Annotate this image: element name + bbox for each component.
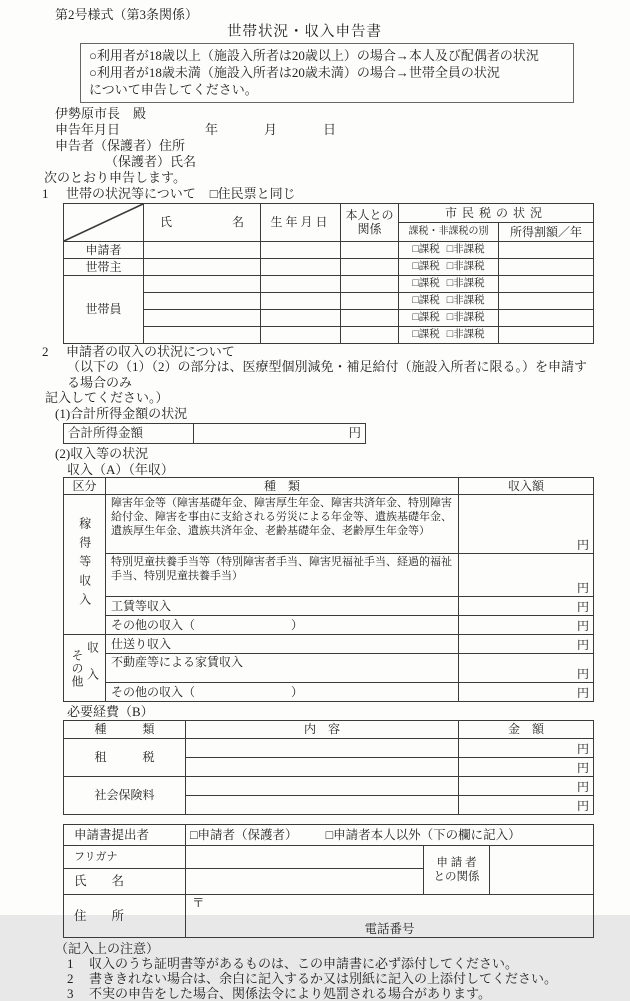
expense-amount-cell[interactable] [459,795,594,814]
table-row [64,894,594,937]
income-amount-cell[interactable] [459,495,594,554]
applicant-relation-cell[interactable] [341,241,399,258]
member-relation-cell[interactable] [341,275,399,292]
expenses-heading: 必要経費（B） [67,704,154,719]
table-row [64,635,594,654]
col-header-tax-amount: 所得割額／年 [499,222,594,241]
notice-line: ○利用者が18歳未満（施設入所者は20歳未満）の場合→世帯全員の状況 [89,65,500,80]
income-type-other-earned[interactable]: その他の収入（ ） [106,616,459,635]
head-name-cell[interactable] [144,258,261,275]
submitter-type-checkboxes [186,824,594,845]
notice-box [80,43,574,103]
postal-mark: 〒 [192,895,205,910]
taxed-checkbox[interactable]: □課税 [412,311,440,323]
addressee: 伊勢原市長 殿 [55,106,147,121]
table-row [64,776,594,795]
income-group-earned [64,495,106,635]
taxed-checkbox[interactable]: □課税 [412,260,440,272]
note-item [55,956,590,971]
section1-number: 1 [42,186,49,201]
total-income-value-cell[interactable] [194,424,366,444]
member-name-cell[interactable] [144,275,261,292]
section1-title: 世帯の状況等について [66,186,196,201]
income-amount-cell[interactable] [459,635,594,654]
income-amount-cell[interactable] [459,554,594,597]
yen-unit: 円 [576,599,589,614]
expense-group-social-insurance: 社会保険料 [64,776,186,814]
expense-amount-cell[interactable] [459,738,594,757]
member-relation-cell[interactable] [341,309,399,326]
yen-unit: 円 [576,637,589,652]
income-type-disability-pension: 障害年金等（障害基礎年金、障害厚生年金、障害共済年金、特別障害給付金、障害を事由に支給される労災による年金等、遺族基礎年金、遺族厚生年金、遺族共済年金、老齢基礎年金、老齢厚生年金等） [106,495,459,554]
other-income-vertical-label-right: 収入 [85,641,100,695]
income-group-other [64,635,106,702]
member-name-cell[interactable] [144,309,261,326]
taxed-checkbox[interactable]: □課税 [412,277,440,289]
note-number: 2 [67,970,74,986]
taxed-checkbox[interactable]: □課税 [412,328,440,340]
sub1-heading: (1)合計所得金額の状況 [55,405,188,421]
month-label: 月 [264,122,278,137]
declarant-block [44,106,590,186]
head-tax-amount-cell[interactable] [499,258,594,275]
relation-to-applicant-label [424,845,490,894]
expense-content-cell[interactable] [186,776,459,795]
expenses-col-type: 種 類 [64,720,186,738]
name-label: 氏 名 [64,868,186,894]
expense-amount-cell[interactable] [459,776,594,795]
member-birth-cell[interactable] [261,292,341,309]
expenses-col-content: 内 容 [186,720,459,738]
diagonal-line-icon [64,204,143,241]
income-table-heading: 収入（A）（年収） [67,461,174,477]
member-birth-cell[interactable] [261,326,341,343]
member-birth-cell[interactable] [261,275,341,292]
relation-line1: 本人との [345,208,394,222]
income-type-other[interactable]: その他の収入（ ） [106,683,459,702]
income-col-category: 区分 [64,478,106,495]
member-tax-checkboxes [399,326,499,343]
income-amount-cell[interactable] [459,683,594,702]
untaxed-checkbox[interactable]: □非課税 [446,294,485,306]
income-col-amount: 収入額 [459,478,594,495]
furigana-input-cell[interactable] [186,845,424,868]
income-amount-cell[interactable] [459,616,594,635]
col-header-tax-type: 課税・非課税の別 [399,222,499,241]
table-row [64,738,594,757]
member-tax-amount-cell[interactable] [499,275,594,292]
yen-unit: 円 [576,760,589,775]
expense-amount-cell[interactable] [459,757,594,776]
other-than-applicant-checkbox[interactable]: □申請者本人以外（下の欄に記入） [325,827,521,842]
yen-unit: 円 [576,685,589,700]
section2-number: 2 [42,343,49,359]
sub2-heading: (2)収入等の状況 [55,446,149,461]
year-label: 年 [205,122,219,137]
head-birth-cell[interactable] [261,258,341,275]
household-table [63,203,594,344]
untaxed-checkbox[interactable]: □非課税 [446,311,485,323]
income-amount-cell[interactable] [459,654,594,683]
head-relation-cell[interactable] [341,258,399,275]
table-row [64,597,594,616]
note-text: 収入のうち証明書等があるものは、この申請書に必ず添付してください。 [89,955,519,971]
expense-content-cell[interactable] [186,795,459,814]
phone-number-label[interactable]: 電話番号 [364,921,415,936]
notes-heading: （記入上の注意） [55,940,160,956]
yen-unit: 円 [576,666,589,681]
income-table [63,477,594,702]
declarant-address-label[interactable]: 申告者（保護者）住所 [55,138,186,153]
applicant-name-cell[interactable] [144,241,261,258]
income-type-rent: 不動産等による家賃収入 [106,654,459,683]
member-relation-cell[interactable] [341,326,399,343]
table-row [64,616,594,635]
note-number: 3 [67,985,74,1001]
declaration-date-line[interactable] [55,122,590,138]
col-header-name: 氏 名 [144,203,261,241]
section2-heading [42,344,590,360]
earned-income-vertical-label: 稼得等収入 [77,517,92,612]
table-row [64,258,594,275]
income-amount-cell[interactable] [459,597,594,616]
relation-line2: との関係 [433,870,480,883]
note-text: 不実の申告をした場合、関係法令により処罰される場合があります。 [89,985,491,1001]
yen-unit: 円 [576,741,589,756]
relation-line1: 申 請 者 [436,856,477,869]
section1-heading [42,186,590,203]
total-income-table [63,423,366,444]
table-row [64,845,594,868]
member-tax-amount-cell[interactable] [499,292,594,309]
member-tax-checkboxes [399,292,499,309]
row-label-household-members: 世帯員 [64,275,144,343]
untaxed-checkbox[interactable]: □非課税 [446,277,485,289]
date-label: 申告年月日 [55,122,121,137]
member-tax-checkboxes [399,309,499,326]
table-row [64,683,594,702]
table-row [64,292,594,309]
col-header-municipal-tax: 市民税の状況 [399,203,594,222]
applicant-tax-amount-cell[interactable] [499,241,594,258]
expenses-table [63,720,594,815]
yen-unit: 円 [576,580,589,595]
note-text: 書ききれない場合は、余白に記入するか又は別紙に記入の上添付してください。 [89,970,558,986]
address-input-cell[interactable] [186,894,594,937]
day-label: 日 [323,122,337,137]
notice-line: について申告してください。 [89,82,258,97]
yen-unit: 円 [348,426,361,441]
table-row [64,654,594,683]
member-tax-amount-cell[interactable] [499,326,594,343]
submitter-table [63,824,594,938]
table-row [64,309,594,326]
total-income-label: 合計所得金額 [64,424,194,444]
member-name-cell[interactable] [144,326,261,343]
yen-unit: 円 [576,537,589,552]
taxed-checkbox[interactable]: □課税 [412,243,440,255]
income-type-remittance: 仕送り収入 [106,635,459,654]
yen-unit: 円 [576,779,589,794]
submitter-label: 申請書提出者 [64,824,186,845]
section2-title: 申請者の収入の状況について [66,343,235,359]
col-header-relation [341,203,399,241]
applicant-birth-cell[interactable] [261,241,341,258]
table-row [64,241,594,258]
note-item [55,971,590,986]
page-title: 世帯状況・収入申告書 [227,24,382,40]
taxed-checkbox[interactable]: □課税 [412,294,440,306]
notes-block [55,941,590,1001]
declaration-statement: 次のとおり申告します。 [44,170,186,185]
member-name-cell[interactable] [144,292,261,309]
expense-content-cell[interactable] [186,738,459,757]
yen-unit: 円 [576,618,589,633]
table-row [64,326,594,343]
income-col-type: 種 類 [106,478,459,495]
declarant-name-label[interactable]: （保護者）氏名 [105,154,197,169]
applicant-guardian-checkbox[interactable]: □申請者（保護者） [190,827,298,842]
note-number: 1 [67,955,74,971]
col-header-birthdate: 生年月日 [261,203,341,241]
table-row [64,495,594,554]
expense-group-tax: 租 税 [64,738,186,776]
expense-content-cell[interactable] [186,757,459,776]
expenses-col-amount: 金 額 [459,720,594,738]
registry-same-checkbox[interactable]: □住民票と同じ [209,186,296,201]
name-input-cell[interactable] [186,868,424,894]
section2-note-line1: （以下の（1）（2）の部分は、医療型個別減免・補足給付（施設入所者に限る。）を申請する場合のみ [67,359,588,390]
notice-line: ○利用者が18歳以上（施設入所者は20歳以上）の場合→本人及び配偶者の状況 [89,48,539,63]
other-income-vertical-label-left: その他 [70,648,84,688]
income-type-child-allowance: 特別児童扶養手当等（特別障害者手当、障害児福祉手当、経過的福祉手当、特別児童扶養手当） [106,554,459,597]
furigana-label: フリガナ [64,845,186,868]
row-label-applicant: 申請者 [64,241,144,258]
untaxed-checkbox[interactable]: □非課税 [446,243,485,255]
section2-note-line2: 記入してください。） [45,390,169,405]
relation-input-cell[interactable] [490,845,594,894]
member-relation-cell[interactable] [341,292,399,309]
diagonal-header-cell [64,203,144,241]
row-label-household-head: 世帯主 [64,258,144,275]
form-code: 第2号様式（第3条関係） [55,7,199,22]
head-tax-checkboxes [399,258,499,275]
member-tax-checkboxes [399,275,499,292]
untaxed-checkbox[interactable]: □非課税 [446,328,485,340]
table-row [64,824,594,845]
relation-line2: 関係 [357,222,382,236]
table-row [64,275,594,292]
applicant-tax-checkboxes [399,241,499,258]
yen-unit: 円 [576,798,589,813]
member-birth-cell[interactable] [261,309,341,326]
income-type-wages: 工賃等収入 [106,597,459,616]
member-tax-amount-cell[interactable] [499,309,594,326]
untaxed-checkbox[interactable]: □非課税 [446,260,485,272]
table-row [64,554,594,597]
note-item [55,986,590,1001]
address-label: 住 所 [64,894,186,937]
